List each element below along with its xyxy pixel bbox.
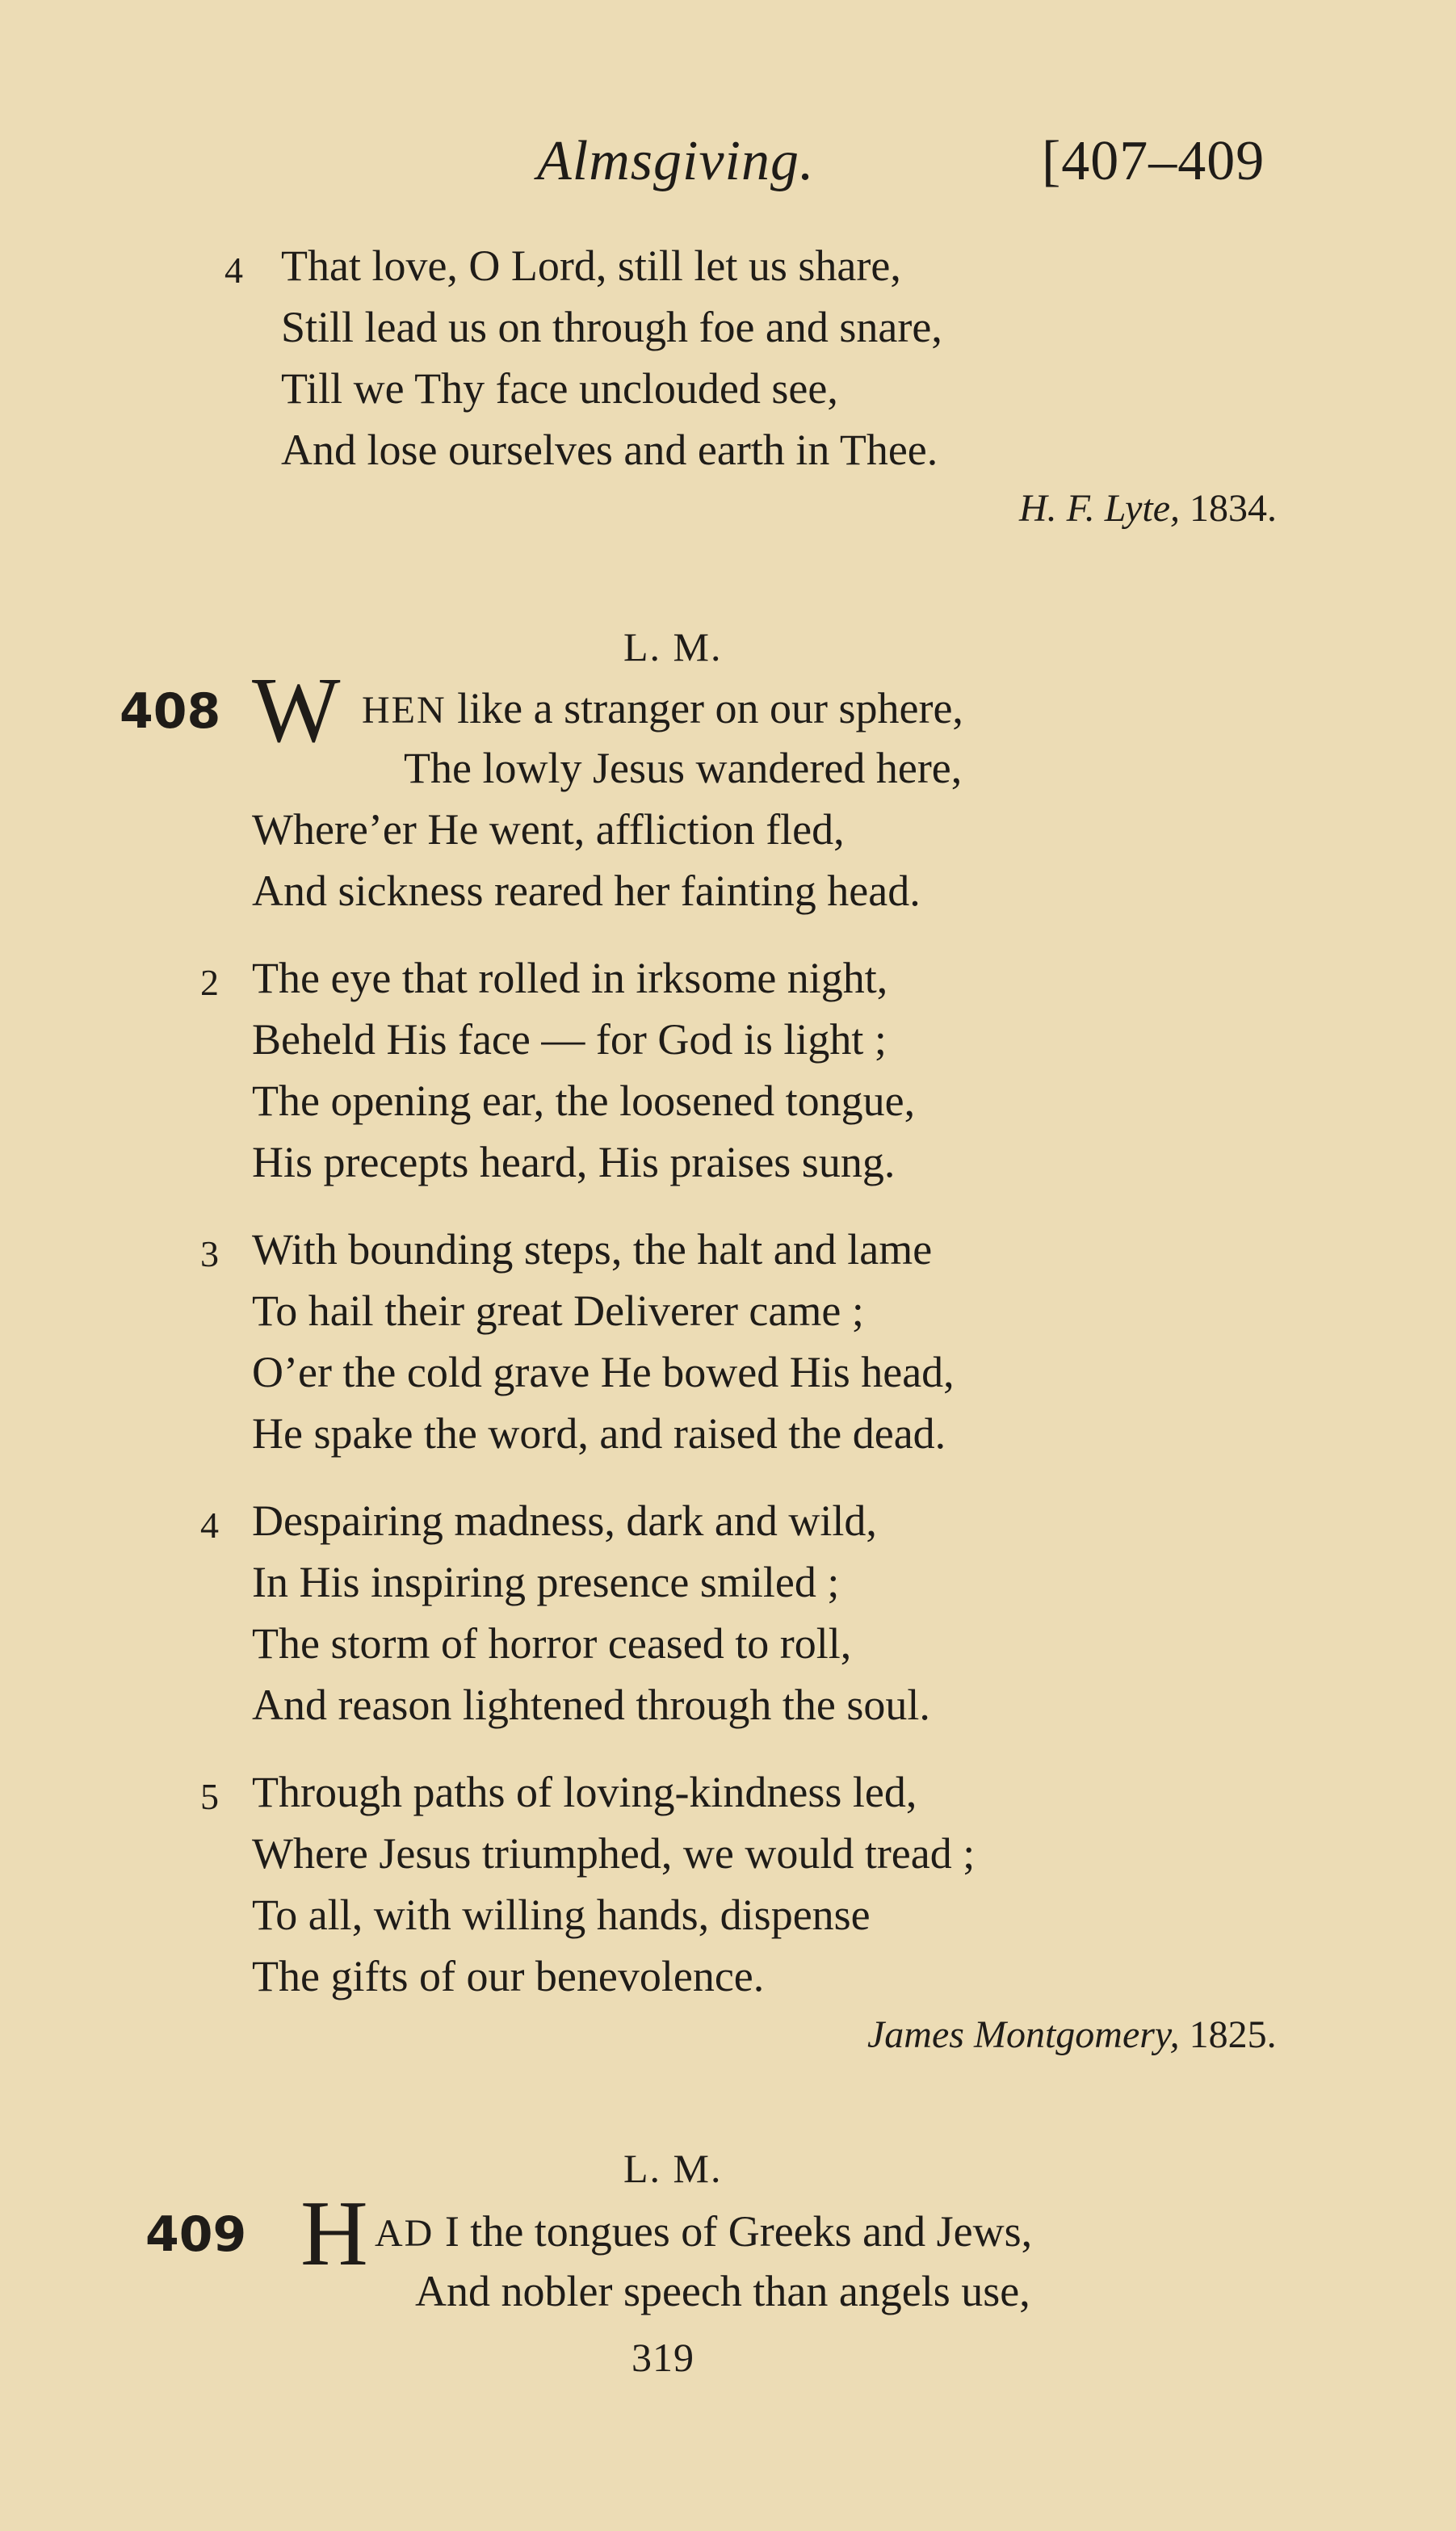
hymn-number: 408 xyxy=(120,683,221,740)
verse-line: His precepts heard, His praises sung. xyxy=(252,1138,896,1186)
verse-line: That love, O Lord, still let us share, xyxy=(281,241,901,290)
author-credit xyxy=(1019,486,1277,531)
stanza-number: 3 xyxy=(200,1233,219,1274)
verse-line: Where Jesus triumphed, we would tread ; xyxy=(252,1829,976,1878)
verse-line: The gifts of our benevolence. xyxy=(252,1952,765,2000)
verse-line: In His inspiring presence smiled ; xyxy=(252,1558,840,1606)
verse-line: To hail their great Deliverer came ; xyxy=(252,1286,864,1335)
author-name: H. F. Lyte, xyxy=(1019,487,1181,530)
credit-year: 1834. xyxy=(1190,487,1278,530)
verse-line: And reason lightened through the soul. xyxy=(252,1681,930,1729)
hymn-number: 409 xyxy=(145,2206,247,2263)
verse-line: Where’er He went, affliction fled, xyxy=(252,805,845,854)
credit-year: 1825. xyxy=(1189,2013,1277,2056)
verse-line: To all, with willing hands, dispense xyxy=(252,1891,871,1939)
verse-line: He spake the word, and raised the dead. xyxy=(252,1409,946,1458)
verse-line: The eye that rolled in irksome night, xyxy=(252,954,888,1002)
verse-line: The opening ear, the loosened tongue, xyxy=(252,1077,916,1125)
verse-line: With bounding steps, the halt and lame xyxy=(252,1225,933,1274)
verse-line: And sickness reared her fainting head. xyxy=(252,867,921,915)
verse-line: Still lead us on through foe and snare, xyxy=(281,303,942,351)
drop-cap: W xyxy=(252,659,341,762)
verse-line: Through paths of loving-kindness led, xyxy=(252,1768,917,1816)
drop-cap: H xyxy=(300,2182,368,2285)
verse-line: O’er the cold grave He bowed His head, xyxy=(252,1348,955,1396)
stanza-number: 4 xyxy=(224,250,243,291)
running-head-hymn-range: [407–409 xyxy=(1042,130,1265,192)
meter-label: L. M. xyxy=(623,624,723,669)
verse-line: Till we Thy face unclouded see, xyxy=(281,364,838,413)
running-head-title: Almsgiving. xyxy=(537,130,815,192)
verse-line xyxy=(375,2207,1033,2256)
stanza-number: 5 xyxy=(200,1776,219,1817)
meter-label: L. M. xyxy=(623,2146,723,2191)
verse-line: Despairing madness, dark and wild, xyxy=(252,1496,877,1545)
page-number: 319 xyxy=(631,2335,694,2380)
verse-line: The lowly Jesus wandered here, xyxy=(404,744,963,792)
verse-line xyxy=(362,686,963,732)
verse-line: Beheld His face — for God is light ; xyxy=(252,1015,887,1064)
author-name: James Montgomery, xyxy=(867,2013,1180,2056)
first-line-rest: I the tongues of Greeks and Jews, xyxy=(444,2207,1033,2256)
verse-line: And lose ourselves and earth in Thee. xyxy=(281,426,938,474)
first-word-smallcaps: HEN xyxy=(362,689,447,732)
stanza-number: 4 xyxy=(200,1505,219,1546)
first-line-rest: like a stranger on our sphere, xyxy=(457,684,963,732)
verse-line: And nobler speech than angels use, xyxy=(415,2267,1030,2315)
verse-line: The storm of horror ceased to roll, xyxy=(252,1619,852,1668)
author-credit xyxy=(867,2013,1277,2057)
stanza-number: 2 xyxy=(200,962,219,1003)
first-word-smallcaps: AD xyxy=(375,2212,434,2255)
